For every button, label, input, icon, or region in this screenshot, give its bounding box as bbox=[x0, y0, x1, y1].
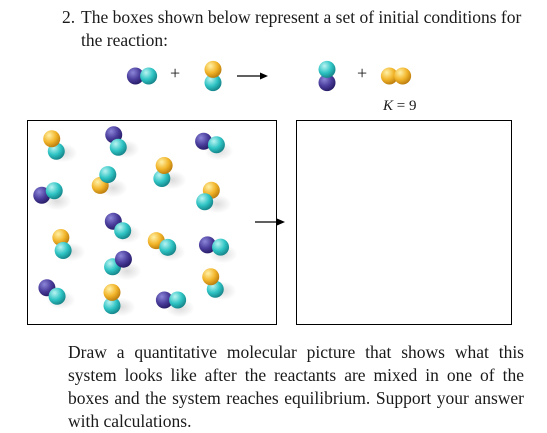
box-teal-yellow-molecule bbox=[202, 268, 236, 300]
box-teal-yellow-molecule bbox=[43, 130, 77, 162]
yellow-atom bbox=[43, 130, 60, 147]
teal-atom bbox=[208, 136, 225, 153]
teal-atom bbox=[169, 292, 186, 309]
yellow-atom bbox=[104, 284, 121, 301]
box-teal-yellow-molecule bbox=[52, 229, 85, 261]
plus-sign: + bbox=[357, 63, 368, 83]
problem-number: 2. bbox=[62, 7, 76, 27]
box-teal-yellow-molecule bbox=[153, 157, 186, 189]
plus-sign: + bbox=[170, 63, 181, 83]
box-purple-teal-molecule bbox=[33, 182, 71, 210]
teal-atom bbox=[49, 288, 66, 305]
box-purple-teal-molecule bbox=[104, 251, 141, 281]
yellow-atom bbox=[156, 157, 173, 174]
yellow-atom bbox=[394, 68, 411, 85]
box-teal-yellow-molecule bbox=[196, 182, 231, 214]
box-arrow-head bbox=[277, 219, 285, 226]
reactant-1-purple-teal-molecule bbox=[127, 68, 157, 85]
reaction-arrows bbox=[237, 73, 285, 226]
teal-atom bbox=[140, 68, 157, 85]
teal-atom bbox=[46, 182, 63, 199]
teal-atom bbox=[110, 139, 127, 156]
box-purple-teal-molecule bbox=[199, 236, 237, 263]
teal-atom bbox=[196, 193, 213, 210]
problem-intro: The boxes shown below represent a set of initial conditions for the reaction: bbox=[81, 7, 522, 50]
box-purple-teal-molecule bbox=[105, 213, 142, 244]
reactant-2-teal-yellow-molecule bbox=[205, 61, 222, 91]
teal-atom bbox=[55, 242, 72, 259]
box-purple-teal-molecule bbox=[105, 126, 139, 158]
product-1-purple-teal-molecule bbox=[319, 61, 336, 91]
teal-atom bbox=[212, 239, 229, 256]
equilibrium-constant-symbol: K bbox=[383, 98, 394, 114]
teal-atom bbox=[114, 222, 131, 239]
teal-atom bbox=[99, 166, 116, 183]
teal-atom bbox=[159, 239, 176, 256]
box-purple-teal-molecule bbox=[38, 279, 75, 309]
box-teal-yellow-molecule bbox=[148, 232, 186, 261]
purple-atom bbox=[115, 251, 132, 268]
equilibrium-constant-sep: = bbox=[393, 98, 409, 114]
yellow-atom bbox=[205, 61, 222, 78]
equilibrium-constant-value: 9 bbox=[408, 98, 417, 114]
box-teal-yellow-molecule bbox=[92, 166, 128, 197]
problem-instructions: Draw a quantitative molecular picture that shows what this system looks like after the reactants are mixed in one of the boxes and the system reaches equilibrium. Support your answer with calculations. bbox=[68, 342, 524, 431]
box-purple-teal-molecule bbox=[195, 133, 233, 161]
reaction-arrow-head bbox=[260, 73, 268, 80]
yellow-atom bbox=[202, 268, 219, 285]
box-teal-yellow-molecule bbox=[104, 284, 136, 316]
product-2-yellow-yellow-molecule bbox=[381, 68, 411, 85]
box-purple-teal-molecule bbox=[156, 292, 195, 318]
teal-atom bbox=[319, 61, 336, 78]
